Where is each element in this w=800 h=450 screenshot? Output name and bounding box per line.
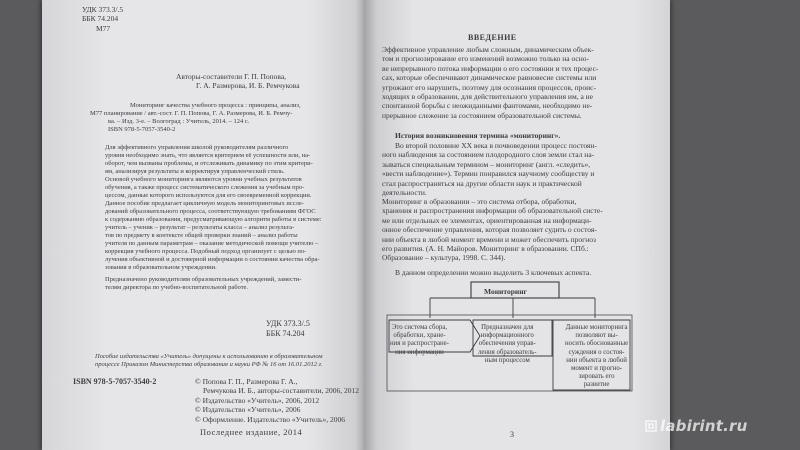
intro-line: ве непрерывного потока информации о его состоянии и тех процес- [382,63,599,73]
aspect-line: суждения о состоя- [568,348,625,356]
definition-line: онное обеспечение управления, которая позволяет судить о состоя- [382,225,597,235]
history-line: зываться специальным термином – мониторинг (англ. «следить», [382,159,591,169]
intro-line: угрожают его нарушить, поэтому для осознания процессов, проис- [382,82,597,92]
aspect-line: носить обоснованные [565,340,629,348]
history-line: Во второй половине XX века в почвоведении процесс постоян- [395,141,597,150]
intro-line: сах, которые обеспечивают динамическое равновесие системы или [382,73,597,83]
catalog-entry [90,102,301,134]
aspect-line: обработки, хране- [393,332,446,340]
bbk-code: ББК 74.204 [266,329,305,338]
aspect-line: нии объекта в любой [566,356,627,364]
aspect-line: информационного [480,332,534,340]
copyright-line: © Попова Г. П., Размерова Г. А., [195,377,298,386]
approval-line: Пособие издательства «Учитель» допущены к использованию в образовательном [95,353,323,360]
abstract-line: коррекция учебного процесса. Подобный подход организует с целью по- [105,248,307,255]
copyright-line: © Издательство «Учитель», 2006 [195,405,301,415]
intro-line: ходящих в образовании, для действительного управления им, а не [382,92,593,102]
approval-line: процессе Приказом Министерства образования и науки РФ № 16 от 16.01.2012 г. [95,361,323,368]
concluding-sentence: В данном определении можно выделить 3 ключевых аспекта. [395,268,592,277]
catalog-line: ва. – Изд. 3-е. – Волгоград : Учитель, 2014. – 124 с. [108,118,250,125]
history-heading: История возникновения термина «мониторинг». [395,131,561,140]
abstract-line: учителя по данным параметрам – оказание методической помощи учителю – [105,240,319,247]
intro-line: прерывное слежение за состоянием образовательной системы. [382,110,582,120]
isbn: ISBN 978-5-7057-3540-2 [73,377,157,386]
monitoring-box-label: Мониторинг [484,287,527,296]
intro-text [382,45,598,120]
abstract-line: дований образовательного процесса, соответствующую требованиям ФГОС [105,208,316,215]
aspect-line: развитие [583,381,610,389]
intro-line: том и прогнозирование его изменений возможно только на осно- [382,54,590,64]
watermark: labirint.ru [660,417,748,435]
abstract-text [105,144,360,292]
aspect-line: ления образователь- [478,348,537,356]
catalog-line: М77 планирование / авт.-сост. Г. П. Попова, Г. А. Размерова, И. Б. Ремчу- [90,110,293,117]
abstract-line: телям директора по учебно-воспитательной работе. [105,284,249,291]
edition-note: Последнее издание, 2014 [200,427,303,437]
approval-note [95,353,323,369]
aspect-line: позволяют вы- [575,332,618,340]
aspect-line: ния и распростране- [390,340,449,348]
udk-bottom [266,319,310,339]
udk-code: УДК 373.3/.5 [266,319,310,328]
bbk-code: ББК 74.204 [82,14,119,24]
authors-line: Г. А. Размерова, И. Б. Ремчукова [196,81,300,91]
aspect-line: обеспечения управ- [478,340,536,348]
intro-heading: ВВЕДЕНИЕ [468,33,517,42]
abstract-line: Для эффективного управления школой руководителям различного [105,144,289,151]
udk-code: УДК 373.3/.5 [82,5,124,14]
copyright-line: © Издательство «Учитель», 2006, 2012 [195,395,320,405]
aspect-line: зировать его [578,373,615,381]
definition-line: Образование – культура, 1998. С. 344). [382,253,506,263]
page-number: 3 [510,430,514,439]
abstract-line: Предназначено руководителям образовательных учреждений, замести- [105,276,302,283]
history-line: ного наблюдения за состоянием плодородного слоя земли стал на- [382,150,595,160]
definition-line: Мониторинг в образовании – это система отбора, обработки, [382,197,577,206]
aspect-line: Предназначен для [481,324,534,331]
definition-line: ме или отдельных ее элементах, ориентированная на информаци- [382,215,592,225]
history-line: стал распространяться на другие области наук и практической [382,178,582,188]
abstract-line: учитель – ученик – результат – результаты класса – анализ результа- [105,224,295,231]
history-line: деятельности. [382,188,427,198]
abstract-line: зования в образовательном учреждении. [105,264,217,271]
copyright-line: Ремчукова И. Б., авторы-составители, 2006, 2012 [203,386,360,396]
definition-text [382,197,603,263]
intro-line: Эффективное управление любым сложным, динамическим объек- [382,45,594,54]
definition-line: хранения и распространения информации об образовательной систе- [382,206,603,216]
authors-line: Авторы-составители Г. П. Попова, [176,72,287,81]
aspect-line: момент и прогно- [571,365,623,373]
abstract-line: оборот, чем вызваны проблемы, и отслеживать динамику по этим критери- [105,160,313,167]
catalog-isbn: ISBN 978-5-7057-3540-2 [108,126,176,133]
abstract-line: уровня необходимо знать, что является критерием её успешности или, на- [105,152,311,159]
aspect-line: ния информации [395,348,444,356]
definition-line: нии объекта в любой момент времени и может обеспечить прогноз [382,234,596,244]
authors-block [176,72,300,91]
aspect-box-2-text [478,324,537,365]
abstract-line: цессом, данные которого используются для его своевременной коррекции. [105,192,312,199]
history-text [382,141,597,197]
abstract-line: тов по предмету в контексте общей проверки знаний – анализ работы [105,232,298,239]
abstract-line: Данное пособие предлагает цикличную модель мониторинговых иссле- [105,200,304,207]
abstract-line: ям, анализируя результаты и корректируя управленческий стиль. [105,168,285,175]
aspect-line: ным процессом [484,356,530,364]
author-mark: М77 [96,23,111,33]
udk-top [82,5,123,33]
aspect-box-1-text [390,324,449,357]
copyright-block [195,377,359,424]
aspect-line: Это система сбора, [391,324,448,331]
aspect-line: Данные мониторинга [565,324,628,331]
abstract-line: лучения объективной и достоверной информации о состоянии качества обра- [105,256,320,263]
aspect-box-3-text [565,324,628,390]
abstract-line: обучения, а также процесс систематического слежения за учебным про- [105,184,305,191]
catalog-title: Мониторинг качества учебного процесса : принципы, анализ, [130,102,301,109]
history-line: «вести наблюдение»). Термин понравился научному сообществу и [382,169,595,179]
intro-line: спонтанной борьбы с неожиданными фантомами, необходимо не- [382,101,593,111]
labirint-logo-icon [644,419,658,433]
abstract-line: Основой учебного мониторинга являются уровни учебных результатов [105,176,302,183]
abstract-line: к содержанию образования, предусматривающую алгоритм работы в системе: [105,216,322,223]
definition-line: его развития. (А. Н. Майоров. Мониторинг в образовании. СПб.: [382,244,589,254]
copyright-line: © Оформление. Издательство «Учитель», 2006 [195,414,345,424]
